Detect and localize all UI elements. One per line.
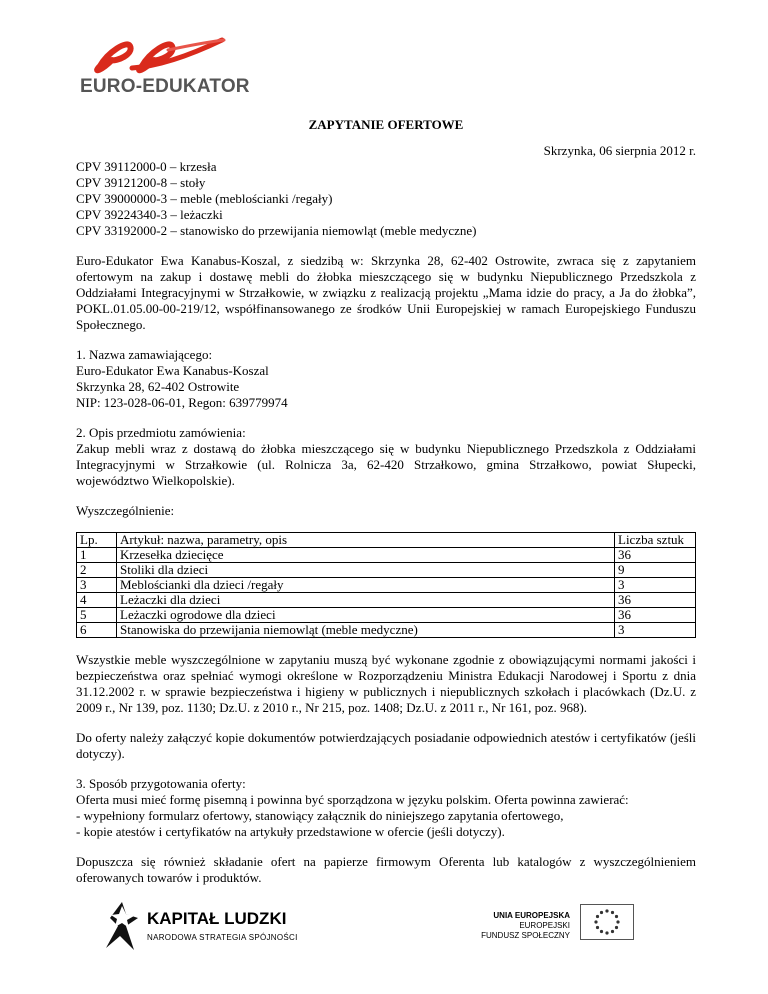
table-header-cell: Artykuł: nazwa, parametry, opis xyxy=(117,533,615,548)
offer-preparation-line: - kopie atestów i certyfikatów na artykuły przedstawione w ofercie (jeśli dotyczy). xyxy=(76,824,505,839)
document-body xyxy=(76,117,696,886)
table-cell: Meblościanki dla dzieci /regały xyxy=(117,578,615,593)
table-cell: Stoliki dla dzieci xyxy=(117,563,615,578)
table-cell: 3 xyxy=(615,623,696,638)
table-cell: 36 xyxy=(615,608,696,623)
kapital-ludzki-title: KAPITAŁ LUDZKI xyxy=(147,909,287,928)
cpv-item: CPV 39000000-3 – meble (meblościanki /regały) xyxy=(76,191,333,206)
section-heading: 2. Opis przedmiotu zamówienia: xyxy=(76,425,246,440)
items-table xyxy=(76,532,696,638)
table-cell: Krzesełka dziecięce xyxy=(117,548,615,563)
table-cell: 6 xyxy=(77,623,117,638)
section-ordering-party xyxy=(76,347,696,411)
norms-paragraph: Wszystkie meble wyszczególnione w zapytaniu muszą być wykonane zgodnie z obowiązującymi normami jakości i bezpieczeństwa oraz spełniać wymogi określone w Rozporządzeniu Ministra Edukacji Narodowej i Sportu z dnia 31.12.2002 r. w sprawie bezpieczeństwa i higieny w publicznych i niepublicznych szkołach i placówkach (Dz.U. z 2009 r., Nr 139, poz. 1130; Dz.U. z 2010 r., Nr 215, poz. 1408; Dz.U. z 2011 r., Nr 161, poz. 968). xyxy=(76,652,696,715)
table-row xyxy=(77,548,696,563)
table-cell: 36 xyxy=(615,593,696,608)
order-description-text: Zakup mebli wraz z dostawą do żłobka mieszczącego się w budynku Niepublicznego Przedszkola z Oddziałami Integracyjnymi w Strzałkowie (ul. Rolnicza 3a, 62-420 Strzałkowo, gmina Strzałkowo, powiat Słupecki, województwo Wielkopolskie). xyxy=(76,441,696,488)
section-offer-preparation xyxy=(76,776,696,840)
table-row xyxy=(77,608,696,623)
table-header-cell: Lp. xyxy=(77,533,117,548)
document-title: ZAPYTANIE OFERTOWE xyxy=(308,117,464,132)
table-cell: Stanowiska do przewijania niemowląt (meble medyczne) xyxy=(117,623,615,638)
ordering-party-line: Skrzynka 28, 62-402 Ostrowite xyxy=(76,379,240,394)
document-date: Skrzynka, 06 sierpnia 2012 r. xyxy=(543,143,696,158)
table-cell: Leżaczki ogrodowe dla dzieci xyxy=(117,608,615,623)
table-cell: 3 xyxy=(77,578,117,593)
closing-paragraph: Dopuszcza się również składanie ofert na papierze firmowym Oferenta lub katalogów z wyszczególnieniem oferowanych towarów i produktów. xyxy=(76,854,696,885)
eu-label-line: UNIA EUROPEJSKA xyxy=(493,911,570,920)
kapital-ludzki-subtitle: NARODOWA STRATEGIA SPÓJNOŚCI xyxy=(147,933,298,942)
cpv-item: CPV 39121200-8 – stoły xyxy=(76,175,206,190)
section-heading: 3. Sposób przygotowania oferty: xyxy=(76,776,246,791)
cpv-item: CPV 39112000-0 – krzesła xyxy=(76,159,217,174)
ordering-party-line: NIP: 123-028-06-01, Regon: 639779974 xyxy=(76,395,288,410)
logo-text: EURO-EDUKATOR xyxy=(80,76,250,97)
intro-paragraph: Euro-Edukator Ewa Kanabus-Koszal, z siedzibą w: Skrzynka 28, 62-402 Ostrowite, zwraca się z zapytaniem ofertowym na zakup i dostawę mebli do żłobka mieszczącego się w budynku Niepublicznego Przedszkola z Oddziałami Integracyjnymi w Strzałkowie, w związku z realizacją projektu „Mama idzie do pracy, a Ja do żłobka”, POKL.01.05.00-00-219/12, współfinansowanego ze środków Unii Europejskiej w ramach Europejskiego Funduszu Społecznego. xyxy=(76,253,696,332)
eu-label-line: FUNDUSZ SPOŁECZNY xyxy=(481,931,570,940)
offer-preparation-line: Oferta musi mieć formę pisemną i powinna być sporządzona w języku polskim. Oferta powinna zawierać: xyxy=(76,792,629,807)
eu-flag-icon xyxy=(580,904,634,940)
kapital-ludzki-logo-icon xyxy=(100,896,142,954)
eu-fund-label xyxy=(470,911,570,941)
table-row xyxy=(77,578,696,593)
spec-heading: Wyszczególnienie: xyxy=(76,503,175,518)
ordering-party-line: Euro-Edukator Ewa Kanabus-Koszal xyxy=(76,363,269,378)
table-cell: 9 xyxy=(615,563,696,578)
table-cell: 36 xyxy=(615,548,696,563)
table-row xyxy=(77,563,696,578)
section-order-description xyxy=(76,425,696,489)
section-heading: 1. Nazwa zamawiającego: xyxy=(76,347,213,362)
cpv-item: CPV 39224340-3 – leżaczki xyxy=(76,207,223,222)
attachments-paragraph: Do oferty należy załączyć kopie dokumentów potwierdzających posiadanie odpowiednich atestów i certyfikatów (jeśli dotyczy). xyxy=(76,730,696,761)
table-cell: 2 xyxy=(77,563,117,578)
table-cell: 1 xyxy=(77,548,117,563)
cpv-item: CPV 33192000-2 – stanowisko do przewijania niemowląt (meble medyczne) xyxy=(76,223,477,238)
offer-preparation-line: - wypełniony formularz ofertowy, stanowiący załącznik do niniejszego zapytania ofertowego, xyxy=(76,808,564,823)
table-cell: 3 xyxy=(615,578,696,593)
table-cell: 5 xyxy=(77,608,117,623)
table-row xyxy=(77,593,696,608)
table-header-row xyxy=(77,533,696,548)
table-cell: Leżaczki dla dzieci xyxy=(117,593,615,608)
cpv-list xyxy=(76,159,696,239)
table-cell: 4 xyxy=(77,593,117,608)
eu-label-line: EUROPEJSKI xyxy=(519,921,570,930)
table-header-cell: Liczba sztuk xyxy=(615,533,696,548)
table-row xyxy=(77,623,696,638)
